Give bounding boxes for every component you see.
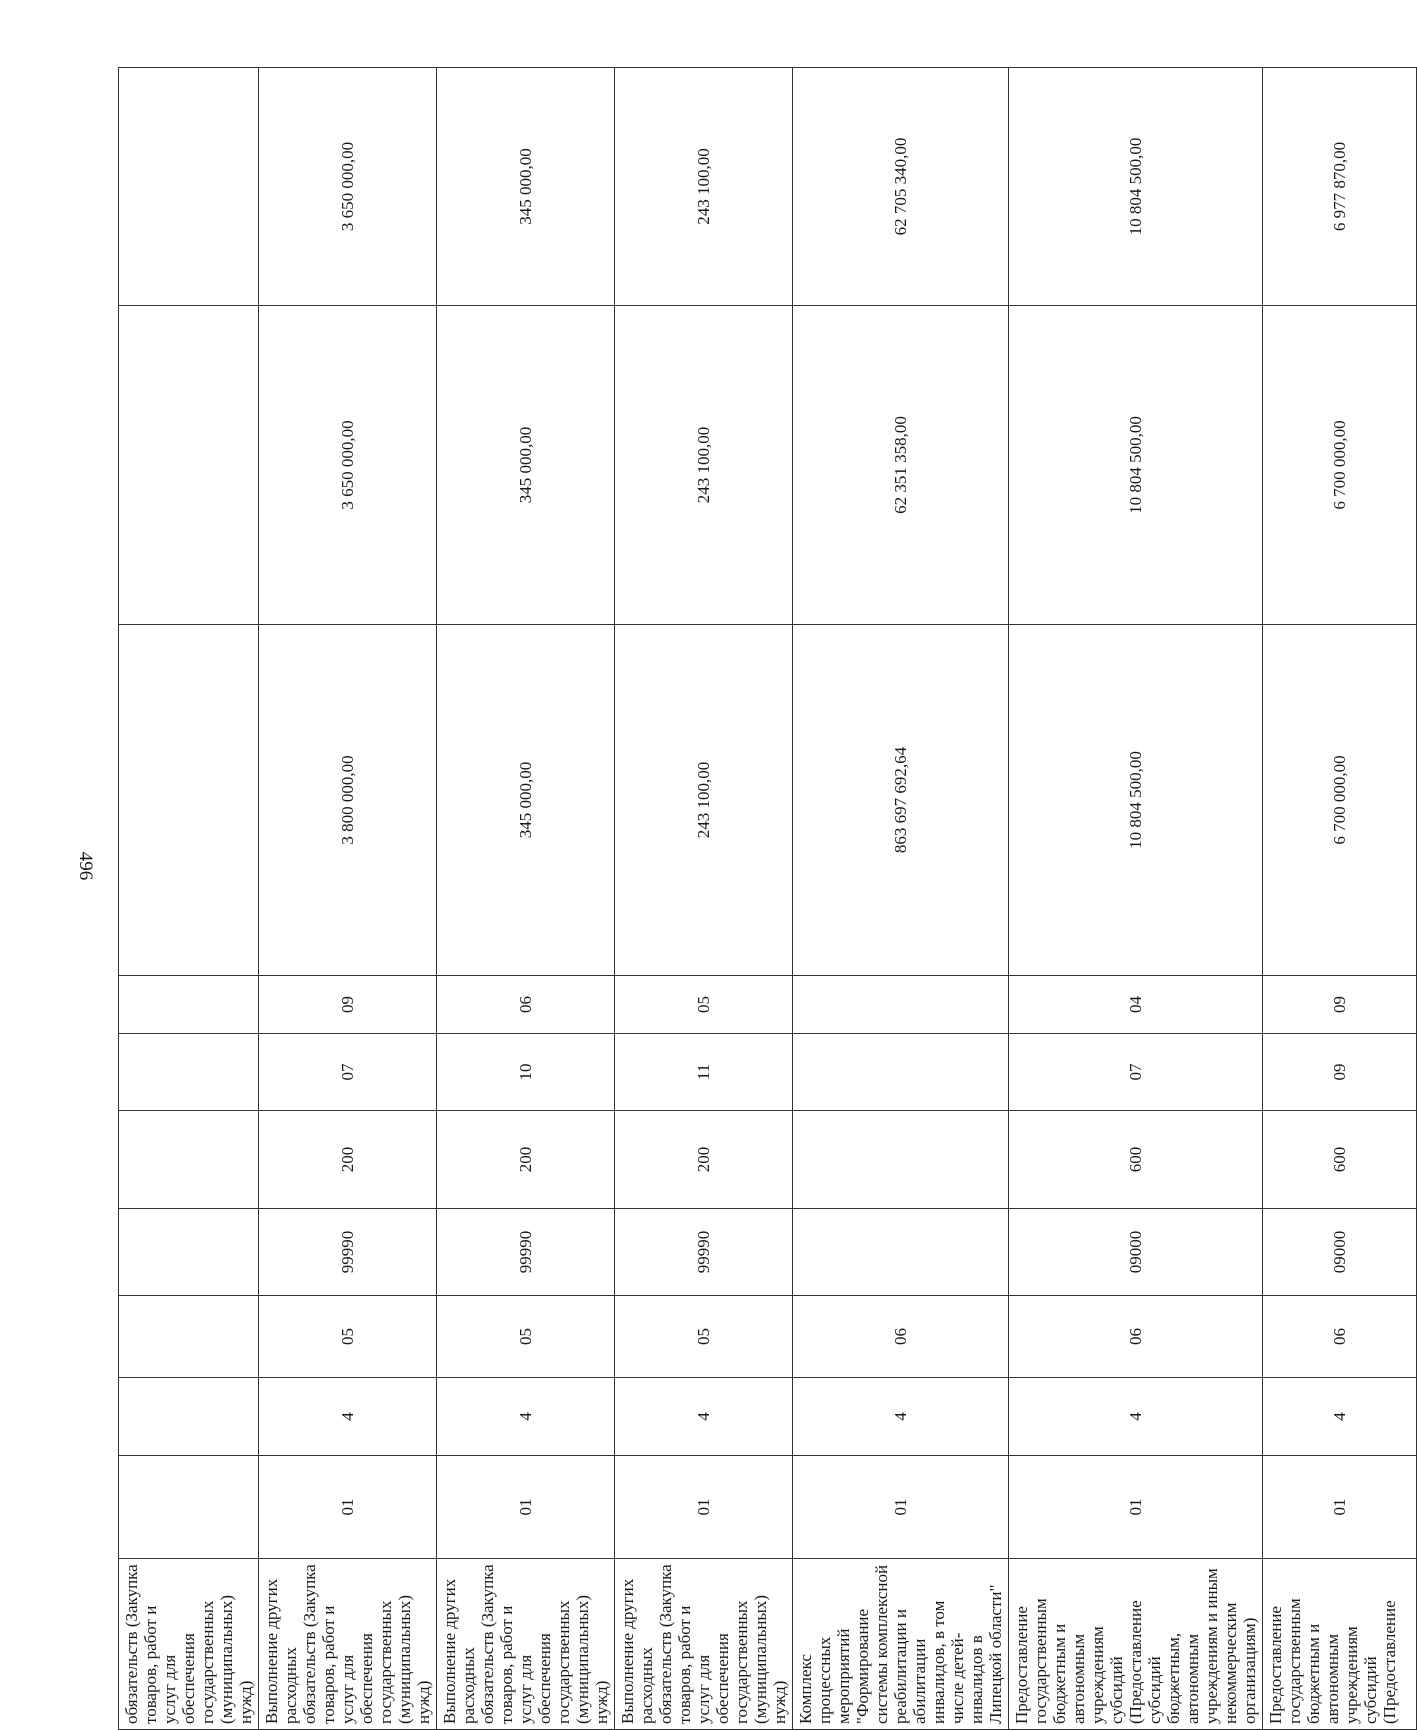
cell-amount-3 bbox=[119, 68, 259, 306]
row-description: Комплекс процессных мероприятий "Формирование системы комплексной реабилитации и абилитации инвалидов, в том числе детей-инвалидов в Липецкой области" bbox=[793, 1559, 1009, 1730]
cell-c6: 10 bbox=[437, 1034, 615, 1111]
cell-c5: 200 bbox=[437, 1111, 615, 1209]
cell-amount-3: 62 705 340,00 bbox=[793, 68, 1009, 306]
cell-c1: 01 bbox=[259, 1456, 437, 1559]
cell-c2: 4 bbox=[259, 1378, 437, 1456]
cell-c1 bbox=[119, 1456, 259, 1559]
cell-c2 bbox=[119, 1378, 259, 1456]
cell-c4: 99990 bbox=[259, 1209, 437, 1296]
row-description: Выполнение других расходных обязательств (Закупка товаров, работ и услуг для обеспечения государственных (муниципальных) нужд) bbox=[437, 1559, 615, 1730]
cell-c1: 01 bbox=[1009, 1456, 1263, 1559]
cell-c3: 05 bbox=[437, 1296, 615, 1378]
table-row bbox=[793, 68, 1009, 1730]
cell-c1: 01 bbox=[1263, 1456, 1417, 1559]
cell-c7: 06 bbox=[437, 976, 615, 1034]
cell-amount-1: 345 000,00 bbox=[437, 625, 615, 976]
cell-amount-1: 3 800 000,00 bbox=[259, 625, 437, 976]
cell-c5 bbox=[793, 1111, 1009, 1209]
table-row bbox=[119, 68, 259, 1730]
cell-c3: 05 bbox=[259, 1296, 437, 1378]
cell-amount-1: 6 700 000,00 bbox=[1263, 625, 1417, 976]
cell-amount-2: 243 100,00 bbox=[615, 306, 793, 625]
row-description: Выполнение других расходных обязательств (Закупка товаров, работ и услуг для обеспечения государственных (муниципальных) нужд) bbox=[259, 1559, 437, 1730]
cell-amount-1: 10 804 500,00 bbox=[1009, 625, 1263, 976]
cell-c4: 09000 bbox=[1009, 1209, 1263, 1296]
cell-amount-2: 3 650 000,00 bbox=[259, 306, 437, 625]
cell-c6: 09 bbox=[1263, 1034, 1417, 1111]
cell-amount-2: 6 700 000,00 bbox=[1263, 306, 1417, 625]
cell-amount-3: 10 804 500,00 bbox=[1009, 68, 1263, 306]
budget-table bbox=[118, 67, 1417, 1730]
cell-c5 bbox=[119, 1111, 259, 1209]
cell-c1: 01 bbox=[437, 1456, 615, 1559]
cell-amount-2 bbox=[119, 306, 259, 625]
cell-c7 bbox=[119, 976, 259, 1034]
cell-c5: 600 bbox=[1009, 1111, 1263, 1209]
cell-amount-2: 345 000,00 bbox=[437, 306, 615, 625]
cell-c4: 99990 bbox=[437, 1209, 615, 1296]
cell-amount-1: 863 697 692,64 bbox=[793, 625, 1009, 976]
cell-c7 bbox=[793, 976, 1009, 1034]
cell-c2: 4 bbox=[793, 1378, 1009, 1456]
cell-c4: 09000 bbox=[1263, 1209, 1417, 1296]
cell-c2: 4 bbox=[1263, 1378, 1417, 1456]
cell-c2: 4 bbox=[437, 1378, 615, 1456]
cell-c1: 01 bbox=[615, 1456, 793, 1559]
table-row bbox=[1009, 68, 1263, 1730]
cell-c3: 06 bbox=[1009, 1296, 1263, 1378]
cell-c7: 05 bbox=[615, 976, 793, 1034]
table-row bbox=[259, 68, 437, 1730]
cell-c7: 04 bbox=[1009, 976, 1263, 1034]
row-description: Выполнение других расходных обязательств (Закупка товаров, работ и услуг для обеспечения государственных (муниципальных) нужд) bbox=[615, 1559, 793, 1730]
cell-c4 bbox=[793, 1209, 1009, 1296]
cell-c4: 99990 bbox=[615, 1209, 793, 1296]
cell-amount-3: 6 977 870,00 bbox=[1263, 68, 1417, 306]
cell-c7: 09 bbox=[1263, 976, 1417, 1034]
cell-c3: 05 bbox=[615, 1296, 793, 1378]
cell-c6 bbox=[793, 1034, 1009, 1111]
cell-c1: 01 bbox=[793, 1456, 1009, 1559]
table-row bbox=[1263, 68, 1417, 1730]
cell-c7: 09 bbox=[259, 976, 437, 1034]
cell-c6: 11 bbox=[615, 1034, 793, 1111]
table-row bbox=[615, 68, 793, 1730]
budget-table-rotated bbox=[118, 68, 1399, 1730]
cell-amount-3: 243 100,00 bbox=[615, 68, 793, 306]
cell-c5: 200 bbox=[615, 1111, 793, 1209]
cell-c6 bbox=[119, 1034, 259, 1111]
cell-c3 bbox=[119, 1296, 259, 1378]
cell-c3: 06 bbox=[793, 1296, 1009, 1378]
cell-c2: 4 bbox=[1009, 1378, 1263, 1456]
cell-c2: 4 bbox=[615, 1378, 793, 1456]
page-number: 496 bbox=[75, 851, 96, 881]
cell-amount-2: 62 351 358,00 bbox=[793, 306, 1009, 625]
cell-amount-3: 345 000,00 bbox=[437, 68, 615, 306]
cell-amount-1: 243 100,00 bbox=[615, 625, 793, 976]
cell-c5: 600 bbox=[1263, 1111, 1417, 1209]
row-description: Предоставление государственным бюджетным и автономным учреждениям субсидий (Предоставление bbox=[1263, 1559, 1417, 1730]
cell-c6: 07 bbox=[1009, 1034, 1263, 1111]
cell-c4 bbox=[119, 1209, 259, 1296]
cell-c5: 200 bbox=[259, 1111, 437, 1209]
cell-amount-2: 10 804 500,00 bbox=[1009, 306, 1263, 625]
row-description: Предоставление государственным бюджетным и автономным учреждениям субсидий (Предоставление субсидий бюджетным, автономным учреждениям и иным некоммерческим организациям) bbox=[1009, 1559, 1263, 1730]
cell-amount-1 bbox=[119, 625, 259, 976]
table-row bbox=[437, 68, 615, 1730]
cell-amount-3: 3 650 000,00 bbox=[259, 68, 437, 306]
cell-c3: 06 bbox=[1263, 1296, 1417, 1378]
row-description: обязательств (Закупка товаров, работ и услуг для обеспечения государственных (муниципальных) нужд) bbox=[119, 1559, 259, 1730]
cell-c6: 07 bbox=[259, 1034, 437, 1111]
